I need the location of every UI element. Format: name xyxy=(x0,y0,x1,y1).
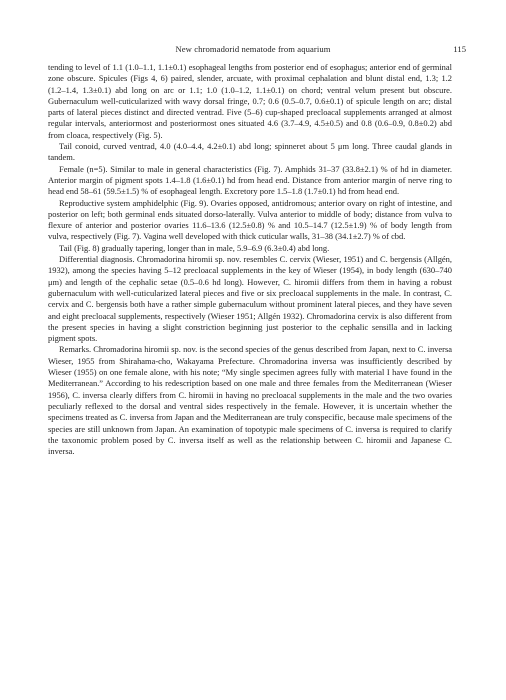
paragraph-female-tail: Tail (Fig. 8) gradually tapering, longer than in male, 5.9–6.9 (6.3±0.4) abd long. xyxy=(59,242,330,253)
running-header: New chromadorid nematode from aquarium xyxy=(175,44,331,54)
paragraph-female: Female (n=5). Similar to male in general characteristics (Fig. 7). Amphids 31–37 (33.8±2.1) % of hd in diameter. Anterior margin of pigment spots 1.4–1.8 (1.6±0.1) hd from head end. Distance from anterior margin of nerve ring to head end 58–61 (59.5±1.5) % of esophageal length. Excretory pore 1.5–1.8 (1.7±0.1) hd from head end. xyxy=(48,163,452,197)
article-body xyxy=(48,62,452,457)
paragraph-differential-diagnosis: Differential diagnosis. Chromadorina hiromii sp. nov. resembles C. cervix (Wieser, 1951) and C. bergensis (Allgén, 1932), among the species having 5–12 precloacal supplements in the key of Wieser (1954), in body length (630–740 μm) and length of the cephalic setae (0.5–0.6 hd long). However, C. hiromii differs from them in having a robust gubernaculum with well-cuticularized lateral pieces and five or six precloacal supplements in the male. In contrast, C. cervix and C. bergensis both have a rather simple gubernaculum without prominent lateral pieces, and they have seven and eight precloacal supplements, respectively (Wieser 1951; Allgén 1932). Chromadorina cervix is also different from the present species in having a slight constriction beginning just posterior to the cephalic sensilla and in lacking pigment spots. xyxy=(48,254,452,344)
paragraph-female-reproductive: Reproductive system amphidelphic (Fig. 9). Ovaries opposed, antidromous; anterior ovary on right of intestine, and posterior on left; both germinal ends situated dorso-laterally. Vulva anterior to middle of body; distance from vulva to flexure of anterior and posterior ovaries 11.6–13.6 (12.5±0.8) % and 10.5–14.7 (12.5±1.9) % of body length from vulva, respectively (Fig. 7). Vagina well developed with thick cuticular walls, 31–38 (34.1±2.7) % of cbd. xyxy=(48,197,452,242)
paragraph-male-reproductive: tending to level of 1.1 (1.0–1.1, 1.1±0.1) esophageal lengths from posterior end of esophagus; anterior end of germinal zone obscure. Spicules (Figs 4, 6) paired, slender, arcuate, with proximal cephalation and blunt distal end, 1.3; 1.2 (1.2–1.4, 1.3±0.1) abd long on arc or 1.1; 1.0 (1.0–1.2, 1.1±0.1) on chord; ventral velum present but obscure. Gubernaculum well-cuticularized with wavy dorsal fringe, 0.7; 0.6 (0.5–0.7, 0.6±0.1) of spicule length on arc; distal parts of lateral pieces distinct and directed ventrad. Five (5–6) cup-shaped precloacal supplements arranged at almost regular intervals, anteriormost and posteriormost ones situated 4.6 (3.7–4.9, 4.5±0.5) and 0.8 (0.6–0.9, 0.8±0.2) abd from cloaca, respectively (Fig. 5). xyxy=(48,62,452,140)
page-number: 115 xyxy=(453,44,466,54)
paragraph-male-tail: Tail conoid, curved ventrad, 4.0 (4.0–4.4, 4.2±0.1) abd long; spinneret about 5 μm long. Three caudal glands in tandem. xyxy=(48,141,452,163)
paragraph-remarks: Remarks. Chromadorina hiromii sp. nov. is the second species of the genus described from Japan, next to C. inversa Wieser, 1955 from Shirahama-cho, Wakayama Prefecture. Chromadorina inversa was insufficiently described by Wieser (1955) on one female alone, with his note; “My single specimen agrees fully with material I have found in the Mediterranean.” According to his redescription based on one male and three females from the Mediterranean (Wieser 1956), C. inversa clearly differs from C. hiromii in having no precloacal supplements in the male and the two ovaries peculiarly reflexed to the dorsal and ventral sides respectively in the female. However, it is uncertain whether the specimens treated as C. inversa from Japan and the Mediterranean are truly conspecific, because male specimens of the species are still unknown from Japan. An examination of topotypic male specimens of C. inversa is required to clarify the taxonomic problem posed by C. inversa itself as well as the relationship between C. hiromii and Japanese C. inversa. xyxy=(48,344,452,457)
